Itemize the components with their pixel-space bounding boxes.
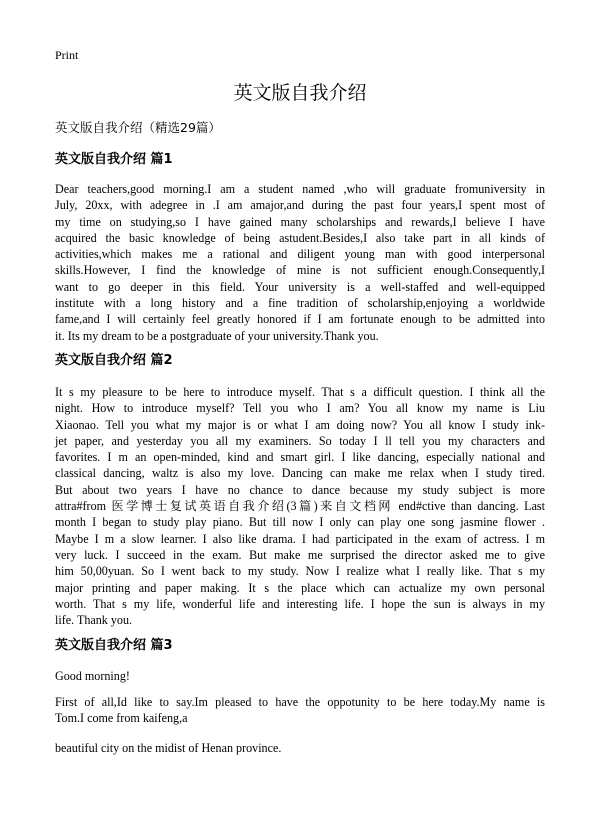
paragraph-line: it. Its my dream to be a postgraduate of your university.Thank you.: [55, 328, 379, 343]
paragraph-line: major printing and paper making. It s the place which can actualize my own personal: [55, 580, 545, 595]
paragraph-line: activities,which makes me a rational and diligent young man with good interpersonal: [55, 247, 545, 262]
print-label[interactable]: Print: [55, 48, 79, 62]
document-subtitle: 英文版自我介绍（精选29篇）: [55, 120, 221, 135]
paragraph-line: institute with a long history and a fine tradition of scholarship,enjoying a worldwide: [55, 296, 545, 311]
section-heading-2: 英文版自我介绍 篇2: [55, 353, 173, 368]
section-1-paragraph: [55, 181, 545, 344]
paragraph-line: him 50,00yuan. So I went back to my study. Now I realize what I really like. That s my: [55, 564, 545, 579]
paragraph-line: skills.However, I find the knowledge of mine is not sufficient enough.Consequently,I: [55, 263, 545, 278]
section-heading-1: 英文版自我介绍 篇1: [55, 152, 173, 167]
section-3-greeting: [55, 668, 545, 684]
section-3-paragraph-a: [55, 694, 545, 727]
paragraph-line: attra#from 医学博士复试英语自我介绍(3篇)来自文档网 end#ctive than dancing. Last: [55, 499, 545, 514]
paragraph-line: First of all,Id like to say.Im pleased to have the oppotunity to be here today.My name is: [55, 695, 545, 709]
paragraph-line: July, 20xx, with adegree in .I am amajor,and during the past four years,I spent most of: [55, 198, 545, 213]
paragraph-line: want to go deeper in this field. Your university is a well-staffed and well-equipped: [55, 279, 545, 294]
paragraph-line: night. How to introduce myself? Tell you who I am? You all know my name is Liu: [55, 401, 545, 416]
paragraph-line: my time on studying,so I have gained many scholarships and rewards,I believe I have: [55, 214, 545, 229]
paragraph-line: acquired the basic knowledge of being astudent.Besides,I also take part in all kinds of: [55, 230, 545, 245]
paragraph-line: Good morning!: [55, 669, 130, 683]
paragraph-line: life. Thank you.: [55, 613, 133, 628]
paragraph-line: favorites. I m an open-minded, kind and smart girl. I like dancing, especially national and: [55, 450, 545, 465]
paragraph-line: month I began to study play piano. But till now I only can play one song jasmine flower .: [55, 515, 545, 530]
section-3-paragraph-b: [55, 740, 545, 756]
paragraph-line: classical dancing, waltz is also my love. Dancing can make me relax when I study tired.: [55, 466, 545, 481]
paragraph-line: worth. That s my life, wonderful life and interesting life. I hope the sun is always in my: [55, 596, 545, 611]
paragraph-line: Xiaonao. Tell you what my major is or what I am doing now? You all know I study ink-: [55, 417, 545, 432]
paragraph-line: But about two years I have no chance to dance because my study subject is more: [55, 482, 545, 497]
paragraph-line: fame,and I will certainly feel greatly honored if I am fortunate enough to be admitted into: [55, 312, 545, 327]
section-2-paragraph: [55, 384, 545, 628]
section-heading-3: 英文版自我介绍 篇3: [55, 638, 173, 653]
paragraph-line: jet paper, and yesterday you all my examiners. So today I ll tell you my characters and: [55, 433, 545, 448]
paragraph-line: Tom.I come from kaifeng,a: [55, 711, 188, 726]
paragraph-line: Dear teachers,good morning.I am a student named ,who will graduate fromuniversity in: [55, 182, 545, 196]
paragraph-line: Maybe I m a slow learner. I also like drama. I had participated in the exam of actress. I m: [55, 531, 545, 546]
page-title: 英文版自我介绍: [233, 82, 367, 104]
paragraph-line: It s my pleasure to be here to introduce myself. That s a difficult question. I think all the: [55, 385, 545, 399]
paragraph-line: beautiful city on the midist of Henan province.: [55, 741, 282, 755]
paragraph-line: very luck. I succeed in the exam. But make me surprised the director asked me to give: [55, 547, 545, 562]
